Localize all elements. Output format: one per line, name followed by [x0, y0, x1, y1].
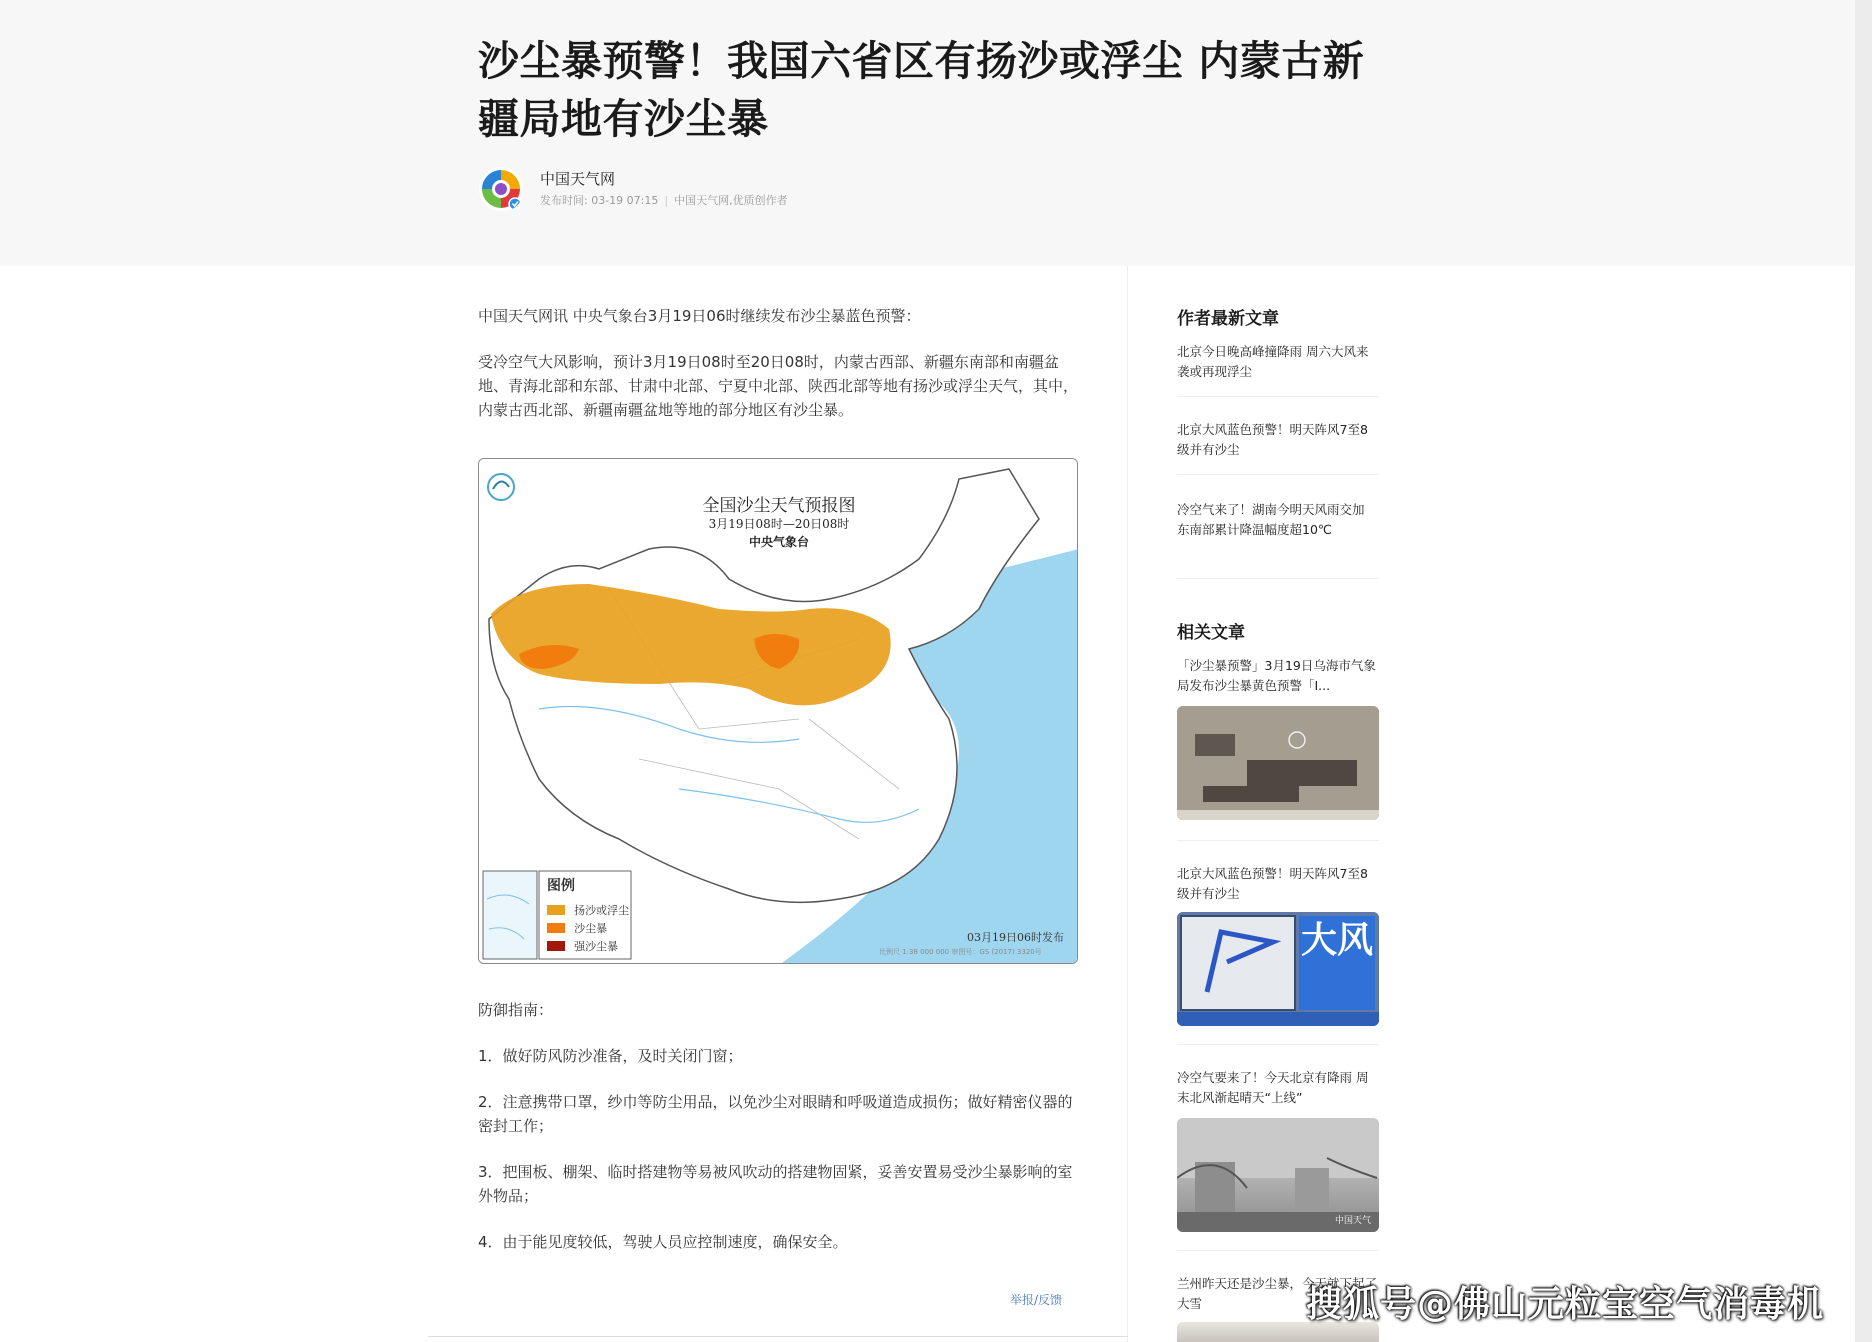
sidebar-separator: [1177, 840, 1379, 841]
sidebar-separator: [1177, 1044, 1379, 1045]
related-article-thumbnail[interactable]: [1177, 912, 1379, 1026]
author-tag: 中国天气网,优质创作者: [674, 194, 788, 207]
article-paragraph: 2．注意携带口罩，纱巾等防尘用品，以免沙尘对眼睛和呼吸道造成损伤；做好精密仪器的密封工作；: [478, 1093, 1073, 1135]
sidebar-separator: [1177, 578, 1379, 579]
report-feedback-link[interactable]: 举报/反馈: [1010, 1293, 1063, 1307]
author-name[interactable]: 中国天气网: [540, 170, 616, 188]
latest-article-link[interactable]: 冷空气来了！湖南今明天风雨交加 东南部累计降温幅度超10℃: [1177, 502, 1365, 537]
sidebar-separator: [1177, 396, 1379, 397]
map-issuer: 中央气象台: [748, 535, 809, 549]
author-meta: [540, 192, 788, 208]
related-article-link[interactable]: 北京大风蓝色预警！明天阵风7至8级并有沙尘: [1177, 866, 1368, 901]
author-avatar[interactable]: [478, 166, 524, 212]
article-paragraph: 1．做好防风防沙准备，及时关闭门窗；: [478, 1047, 743, 1065]
legend-item: [547, 899, 629, 918]
latest-article-link[interactable]: 北京大风蓝色预警！明天阵风7至8级并有沙尘: [1177, 422, 1368, 457]
related-article-link[interactable]: 兰州昨天还是沙尘暴，今天就下起了大雪: [1177, 1276, 1378, 1311]
article-paragraph: 受冷空气大风影响，预计3月19日08时至20日08时，内蒙古西部、新疆东南部和南疆盆地、青海北部和东部、甘肃中北部、宁夏中北部、陕西北部等地有扬沙或浮尘天气，其中，内蒙古西北部、新疆南疆盆地等地的部分地区有沙尘暴。: [478, 353, 1079, 419]
publish-time: 发布时间: 03-19 07:15: [540, 194, 659, 207]
legend-swatch: [547, 941, 565, 951]
map-issued-time: 03月19日06时发布: [967, 931, 1064, 944]
latest-articles-heading: 作者最新文章: [1177, 309, 1279, 329]
article-paragraph: 3．把围板、棚架、临时搭建物等易被风吹动的搭建物固紧，妥善安置易受沙尘暴影响的室外物品；: [478, 1163, 1073, 1205]
legend-item: [547, 935, 618, 954]
map-scale-note: 比例尺 1:38 000 000 审图号：GS (2017) 3320号: [879, 948, 1042, 956]
watermark-text: 搜狐号@佛山元粒宝空气消毒机: [1306, 1284, 1825, 1325]
sidebar-separator: [1177, 1250, 1379, 1251]
related-articles-heading: 相关文章: [1177, 623, 1245, 643]
latest-article-link[interactable]: 北京今日晚高峰撞降雨 周六大风来袭或再现浮尘: [1177, 344, 1369, 379]
dust-forecast-map[interactable]: [478, 458, 1078, 964]
legend-item: [547, 917, 607, 936]
article-title: 沙尘暴预警！我国六省区有扬沙或浮尘 内蒙古新疆局地有沙尘暴: [478, 37, 1365, 143]
sidebar-separator: [1177, 474, 1379, 475]
article-paragraph: 4．由于能见度较低，驾驶人员应控制速度，确保安全。: [478, 1233, 848, 1251]
column-divider: [1127, 266, 1128, 1342]
article-paragraph: 防御指南：: [478, 1001, 554, 1019]
legend-label: 沙尘暴: [574, 922, 608, 935]
legend-title: 图例: [547, 878, 575, 894]
south-china-sea-inset: [483, 871, 537, 959]
meta-separator: |: [664, 194, 669, 207]
article-paragraph: 中国天气网讯 中央气象台3月19日06时继续发布沙尘暴蓝色预警：: [478, 307, 921, 325]
related-article-thumbnail[interactable]: [1177, 706, 1379, 820]
scrollbar-track[interactable]: [1855, 0, 1872, 1342]
related-article-link[interactable]: 「沙尘暴预警」3月19日乌海市气象局发布沙尘暴黄色预警「I...: [1177, 658, 1376, 693]
map-period: 3月19日08时—20日08时: [708, 517, 850, 531]
map-title: 全国沙尘天气预报图: [702, 496, 856, 516]
bottom-divider: [428, 1336, 1128, 1337]
related-article-link[interactable]: 冷空气要来了！今天北京有降雨 周末北风渐起晴天“上线”: [1177, 1070, 1369, 1105]
thumbnail-brand: 中国天气: [1334, 1216, 1371, 1226]
legend-swatch: [547, 923, 565, 933]
legend-label: 强沙尘暴: [574, 940, 619, 953]
legend-swatch: [547, 905, 565, 915]
wind-warning-text: 大风: [1300, 920, 1373, 961]
related-article-thumbnail[interactable]: [1177, 1118, 1379, 1232]
legend-label: 扬沙或浮尘: [574, 904, 630, 917]
